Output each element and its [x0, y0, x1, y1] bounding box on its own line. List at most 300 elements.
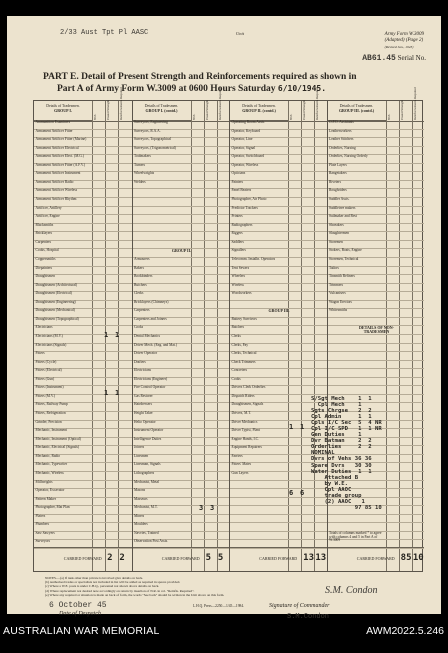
trade-label: Carpenters: [134, 308, 150, 313]
table-row: [133, 318, 230, 327]
trade-label: Orderlies, Nursing: [329, 145, 356, 150]
signature-caption: Signature of Commander: [269, 603, 330, 609]
trade-label: Armament Artificer Radio: [35, 179, 74, 184]
handwritten-count: 1: [115, 331, 120, 339]
trade-label: Navvies, Trained: [134, 530, 159, 535]
trade-label: Miners: [134, 513, 145, 518]
despatch-date: 6 October 45: [49, 601, 107, 610]
table-row: [133, 181, 230, 190]
trade-label: Tinsmith Refiners: [329, 274, 355, 279]
form-reference: [385, 32, 424, 50]
sub-column-header: Reinforcements Required: [217, 87, 222, 120]
table-row: [133, 284, 230, 293]
trade-label: Armament Artificer Instrument: [35, 171, 81, 176]
table-row: [133, 207, 230, 216]
trade-label: Mechanic, Typewriter: [35, 462, 68, 467]
table-row: [133, 232, 230, 241]
trade-label: Drivers Clerk Orderlies: [231, 385, 266, 390]
table-row: [133, 189, 230, 198]
trade-label: Leather Stitchers: [329, 137, 354, 142]
table-row: [230, 515, 327, 524]
sub-column-header: Reinforcements Required: [412, 87, 417, 120]
trade-label: Shoeakers: [329, 222, 344, 227]
trade-label: Roughriders: [329, 188, 347, 193]
trade-label: Rangetakers: [329, 171, 347, 176]
trade-label: Farriers: [231, 453, 243, 458]
posted-total: 5: [205, 553, 212, 563]
posted-total: 13: [303, 553, 314, 563]
trade-label: Bakers: [134, 265, 144, 270]
table-row: [230, 523, 327, 532]
table-row: [328, 326, 425, 335]
table-row: [328, 172, 425, 181]
note-line: (d) Where replacement not desired note accordingly on return by insertion of N.R. in col. "Reinfts. Required".: [45, 588, 195, 593]
trade-label: Operator, Signal: [231, 145, 256, 150]
non-tradesman-line: Cpl AAOC: [311, 486, 352, 493]
commander-name: S.M.Condon: [287, 613, 330, 621]
commander-signature: S.M. Condon: [325, 585, 378, 596]
sub-column-header: W.E.: [93, 113, 97, 120]
trade-label: Photographer, Mat Plan: [35, 505, 70, 510]
trade-label: Saddler Assts.: [329, 197, 350, 202]
trade-label: Saw Sawyers: [35, 530, 55, 535]
carried-forward-row: [34, 547, 132, 571]
serial-number-block: [362, 54, 426, 63]
trade-label: Sailmaker and Best: [329, 214, 357, 219]
trade-label: Stokers, Boats, Engine: [329, 248, 362, 253]
trade-label: Dispatch Riders: [231, 393, 255, 398]
handwritten-count: 3: [210, 504, 215, 512]
table-row: [230, 224, 327, 233]
trade-label: Carpenters and Joiners: [134, 316, 167, 321]
trade-label: Surveyors, Topographical: [134, 137, 172, 142]
carried-forward-label: CARRIED FORWARD: [161, 556, 200, 561]
table-row: [328, 309, 425, 318]
trade-label: Operator, Switchboard: [231, 154, 265, 159]
trade-label: Vulcanisers: [329, 291, 346, 296]
trade-label: Leatherworkers: [329, 128, 352, 133]
trade-label: Bookbinders: [134, 274, 153, 279]
non-tradesman-line: by W.E.: [311, 480, 349, 487]
trade-label: Armament Artificer Wireless: [35, 188, 78, 193]
sub-column-header: W.E.: [191, 113, 196, 120]
trade-label: Cooks: [231, 376, 241, 381]
non-tradesman-line: Attached B: [311, 474, 359, 481]
note-line: (e) Where any required or situation is made on back of form, the words "See back" should be written in the Unit above on this form.: [45, 592, 225, 597]
note-line: (c) Where a W.E. posts is under C.H.Q., personnel not shown above details on back.: [45, 584, 160, 589]
trade-label: Fitters (Cycle): [35, 359, 57, 364]
table-row: [230, 326, 327, 335]
column-group-label: GROUP I.: [54, 107, 72, 113]
trade-label: Radiographers: [231, 222, 253, 227]
trade-label: Telecomm. Installn. Operators: [231, 256, 276, 261]
trade-label: Artificer, Engine: [35, 214, 60, 219]
trade-label: Photographer, Air Photo: [231, 197, 267, 202]
trade-label: Clerks: [231, 334, 241, 338]
table-row: [133, 155, 230, 164]
reinforcement-total: 5: [217, 553, 224, 563]
trade-label: Toolmakers: [134, 154, 151, 159]
trade-label: Dental Mechanics: [134, 334, 161, 338]
trade-label: Operating Room Assts.: [231, 120, 265, 124]
non-tradesman-line: Spare Dvrs 30 30: [311, 462, 372, 469]
trade-label: Joiners: [134, 445, 145, 450]
carried-forward-row: [230, 547, 327, 571]
table-row: [133, 172, 230, 181]
trade-label: Fitters (M.V.): [35, 393, 56, 398]
handwritten-count: 6: [300, 489, 305, 497]
carried-forward-row: [328, 547, 425, 571]
non-tradesman-line: (2) AAOC 1: [311, 498, 365, 505]
trade-label: Mechanic, Wireless: [35, 470, 64, 475]
trade-label: Electricians (Signals): [35, 342, 67, 347]
trade-label: Electricians (Engineer): [134, 376, 168, 381]
trade-label: Drafters: [134, 359, 146, 364]
footer-accession-id: AWM2022.5.246: [366, 625, 444, 637]
note-line: (b) Authorised trades or specialists not included in list will be added as required in spaces provided.: [45, 580, 181, 585]
carried-forward-label: CARRIED FORWARD: [356, 556, 395, 561]
non-tradesman-line: trade group: [311, 492, 362, 499]
trade-label: Mechanic, Instrument: [35, 428, 68, 433]
handwritten-count: 1: [104, 389, 109, 397]
trade-label: DETAILS OF NON-TRADESMEN: [359, 325, 394, 335]
table-row: [328, 378, 425, 387]
trade-label: Clerks: [134, 291, 144, 296]
posted-total: 85: [400, 553, 412, 563]
sub-column-header: Reinforcements Required: [119, 87, 124, 120]
trade-label: Fitters' Mates: [231, 462, 252, 467]
table-row: [328, 369, 425, 378]
trade-label: Plumbers: [35, 522, 50, 527]
form-title: [43, 71, 413, 95]
non-tradesman-line: Orderlies 2 2: [311, 444, 372, 451]
table-row: [328, 352, 425, 361]
trade-label: Platers: [35, 513, 46, 518]
column-header: [133, 101, 191, 121]
trade-label: Armament Artificer Fitter: [35, 128, 73, 133]
sub-column-header: W.E.: [386, 113, 391, 120]
unit-name: 2/33 Aust Tpt Pl AASC: [60, 29, 149, 37]
trade-label: Masons: [134, 488, 146, 493]
handwritten-count: 1: [104, 331, 109, 339]
trade-label: Equipment Repairers: [231, 445, 262, 450]
sub-column-header: Posted Strength: [204, 99, 209, 120]
serial-number: AB61.45: [362, 54, 396, 63]
non-tradesman-line: Cpl Mech 1: [311, 402, 362, 409]
trade-label: Fitters (Gun): [35, 376, 55, 381]
trade-label: Armament Artificer Electrical: [35, 145, 79, 150]
column-header: [230, 101, 288, 121]
trade-label: Wheelers: [231, 274, 246, 279]
trade-label: Riveters: [329, 179, 341, 184]
trade-label: Height Taker: [134, 411, 153, 416]
sub-column-header: Posted Strength: [106, 99, 111, 120]
trade-label: Carpenters: [35, 239, 52, 244]
trade-label: Mechanist, M.T.: [134, 505, 158, 510]
non-tradesman-line: NOMINAL: [311, 450, 335, 457]
trade-label: Concreters: [231, 368, 248, 373]
non-tradesman-line: Cpl Admin 1 1: [311, 414, 372, 421]
trade-label: Fitters: [35, 351, 45, 356]
trade-label: Operator, Keyboard: [231, 128, 261, 133]
title-date: 6/10/1945.: [277, 84, 327, 93]
trade-label: Operator, Line: [231, 137, 253, 142]
trade-label: Cooks, Hospital: [35, 248, 59, 253]
trade-label: Intelligence Duties: [134, 436, 162, 441]
trade-label: Engine Hands, I.C.: [231, 436, 259, 441]
trade-label: Instrument Operator: [134, 428, 164, 433]
table-row: [230, 369, 327, 378]
trade-label: Electricians (M.V.): [35, 334, 63, 338]
trade-label: Fitters, Railway Pump: [35, 402, 68, 407]
non-tradesman-line: Cpls I/C Sec 5 4 NR: [311, 420, 382, 427]
trade-label: Battery Survivors: [231, 316, 257, 321]
table-row: [230, 292, 327, 301]
trade-label: Signallers: [231, 248, 246, 253]
trade-label: Wheelwrights: [134, 171, 155, 176]
trade-label: Mechanic, Instrument (Optical): [35, 436, 81, 441]
trade-label: Surveyors, Engineering: [134, 120, 168, 124]
trade-label: Grinder, Precision: [35, 419, 62, 424]
trade-label: Tailors: [329, 265, 339, 270]
trade-label: Surveyors: [35, 539, 51, 544]
trade-label: Draughtsmen (Mechanical): [35, 308, 75, 313]
trade-label: Printers: [231, 214, 243, 219]
trade-label: Storemen, Technical: [329, 256, 359, 261]
trade-label: Panel Beaters: [231, 188, 252, 193]
trade-label: Mechanic, Electrical (Signals): [35, 445, 80, 450]
trade-label: Predictor Trackers: [231, 205, 258, 210]
non-tradesman-line: S/Sgt Mech 1 1: [311, 396, 372, 402]
trade-label: Lithographers: [134, 470, 155, 475]
non-tradesman-line: Water Duties 1 1: [311, 468, 372, 475]
trade-label: Fitters (Electrical): [35, 368, 62, 373]
trade-label: Totals of columns marked * to agree with columns 4 and 5 in Part A of W.3009: [329, 530, 382, 543]
table-row: [133, 215, 230, 224]
handwritten-count: 3: [199, 504, 204, 512]
trade-label: Driver Typist, Plant: [231, 428, 260, 433]
table-row: [230, 318, 327, 327]
table-row: [34, 506, 132, 515]
trade-label: Operator, Wireless: [231, 162, 259, 167]
trade-label: Armament Artificer Rhythm: [35, 197, 77, 202]
column-header-title: Details of Tradesmen.: [339, 104, 374, 108]
non-tradesmen-entries: [311, 396, 382, 511]
trade-label: Draughtsmen (Electrical): [35, 291, 72, 296]
table-row: [34, 344, 132, 353]
trade-label: GROUP II.: [171, 248, 192, 254]
trade-label: Linesmen: [134, 453, 149, 458]
footer-institution: AUSTRALIAN WAR MEMORIAL: [3, 625, 160, 637]
trade-label: GROUP III.: [268, 308, 290, 314]
table-row: [133, 352, 230, 361]
carried-forward-row: [133, 547, 230, 571]
reinforcement-total: 10: [412, 553, 424, 563]
trade-label: Turners: [134, 162, 146, 167]
trade-label: Orderlies, Nursing Orderly: [329, 154, 368, 159]
sub-column-header: Posted Strength: [399, 99, 404, 120]
trade-label: Draughtsmen (Engineering): [35, 299, 76, 304]
trade-label: Wireless: [231, 282, 244, 287]
table-row: [133, 198, 230, 207]
table-row: [230, 232, 327, 241]
trade-label: Armament Artificer Fitter (A.F.V.): [35, 162, 86, 167]
table-row: [230, 532, 327, 541]
trade-label: Bricklayers (Chimneys): [134, 299, 169, 304]
table-column-group: [132, 87, 230, 571]
trade-label: Batchers: [231, 325, 245, 330]
trade-label: Draughtsmen (Topographical): [35, 316, 79, 321]
column-group-label: GROUP II. (contd.): [242, 107, 276, 113]
trade-label: Pattern Maker: [35, 496, 56, 501]
trade-label: Welders: [134, 179, 146, 184]
trade-label: Mechanist, Metal: [134, 479, 160, 484]
table-row: [328, 344, 425, 353]
posted-total: 2: [107, 553, 113, 563]
table-row: [328, 258, 425, 267]
trade-label: Butchers: [134, 282, 147, 287]
column-group-label: GROUP III. (contd.): [338, 107, 375, 113]
title-line-1: PART E. Detail of Present Strength and Reinforcements required as shown in: [43, 72, 357, 82]
trade-label: Fire Control Operator: [134, 385, 166, 390]
trade-label: Wagon Erectors: [329, 299, 352, 304]
non-tradesman-line: Dvr Batman 2 2: [311, 438, 372, 445]
trade-label: Clerks, Pay: [231, 342, 249, 347]
trade-label: Surveyors, R.A.A.: [134, 128, 161, 133]
trade-label: Armourers: [134, 256, 150, 261]
trade-label: Blacksmiths: [35, 222, 54, 227]
table-row: [230, 172, 327, 181]
trade-label: Check Trimmers: [231, 359, 256, 364]
non-tradesman-line: Gen Duties 1: [311, 432, 362, 439]
trade-label: Armament Artificer Elect. (M.G.): [35, 154, 84, 159]
trade-label: Bricklayers: [35, 231, 53, 236]
trade-label: Draughtsmen: [35, 274, 55, 279]
despatch-caption: Date of Despatch: [59, 611, 101, 617]
sub-column-header: W.E.: [289, 113, 293, 120]
non-tradesman-line: 97 85 10: [311, 504, 382, 511]
table-row: [230, 207, 327, 216]
handwritten-count: 1: [300, 423, 305, 431]
trade-label: Gas Restorer: [134, 393, 153, 398]
trade-label: Plate Layers: [329, 162, 347, 167]
trade-label: Fitters (Instrument): [35, 385, 64, 390]
trade-label: Draughtsmen (Architectural): [35, 282, 78, 287]
table-row: [133, 258, 230, 267]
carried-forward-label: CARRIED FORWARD: [63, 556, 102, 561]
form-sheet: [7, 16, 441, 621]
form-ref-line: (Adapted) (Page 2): [384, 38, 424, 43]
trade-label: Whitesmiths: [329, 308, 348, 313]
handwritten-count: 1: [115, 389, 120, 397]
unit-caption: Unit: [236, 31, 245, 36]
trade-label: Helio Operator: [134, 419, 156, 424]
trade-label: Painters: [231, 179, 244, 184]
trade-label: Storemen: [329, 239, 343, 244]
table-row: [328, 532, 425, 541]
table-row: [230, 275, 327, 284]
note-line: NOTES.—(a) If tank other than private is involved give details on back.: [45, 576, 144, 580]
trade-label: Operator, Excavator: [35, 488, 65, 493]
non-tradesman-line: Sgts Chrgse 2 2: [311, 408, 372, 415]
trade-label: Armament Artificer Fitter (Marine): [35, 137, 87, 142]
trade-label: Driver Mechanics: [231, 419, 258, 424]
table-row: [328, 335, 425, 344]
form-ref-line: (Revised Jan., 1943): [384, 45, 414, 49]
print-note: L.H.Q. Press—2250—1/45—1984.: [193, 604, 245, 608]
title-line-2: Part A of Army Form W.3009 at 0600 Hours Saturday: [57, 84, 276, 94]
column-header: [328, 101, 386, 121]
reinforcement-total: 2: [119, 553, 125, 563]
trade-label: Saddletree makers: [329, 205, 356, 210]
trade-label: Artificer, Artillery: [35, 205, 62, 210]
table-row: [328, 386, 425, 395]
trade-label: Driver Mech. (Eng. and Mat.): [134, 342, 178, 347]
carried-forward-label: CARRIED FORWARD: [259, 556, 298, 561]
column-header-title: Details of Tradesmen.: [242, 104, 276, 108]
handwritten-count: 1: [289, 423, 294, 431]
trade-label: Hairdressers: [134, 402, 152, 407]
table-row: [133, 438, 230, 447]
trade-label: Tent Sewers: [231, 265, 250, 270]
trade-label: Gun Layers: [231, 470, 249, 475]
sub-column-header: Reinforcements Required: [315, 87, 320, 120]
trade-label: Trimmers: [329, 282, 344, 287]
trade-label: Fitters, Refrigeration: [35, 411, 66, 416]
trade-label: Moulders: [134, 522, 148, 527]
trade-label: Coppersmiths: [35, 256, 56, 261]
trade-label: Opticians: [231, 171, 246, 176]
trade-label: Surveyors, (Trigonometrical): [134, 145, 176, 150]
trade-label: Linesman, Signals: [134, 462, 161, 467]
trade-label: Ammunition Examiners: [35, 120, 71, 124]
trade-label: Electricians: [35, 325, 53, 330]
trade-label: O.P.O. Assistants: [329, 120, 354, 124]
handwritten-count: 6: [289, 489, 294, 497]
trade-label: Saddlers: [231, 239, 244, 244]
trade-label: Observation Post Assts.: [134, 539, 169, 544]
trade-label: Diepainters: [35, 265, 53, 270]
form-ref-line: Army Form W.3009: [384, 32, 424, 37]
sub-column-header: Posted Strength: [302, 99, 307, 120]
column-header-title: Details of Tradesmen.: [46, 104, 80, 108]
column-header-title: Details of Tradesmen.: [144, 104, 179, 108]
trade-label: Millwrights: [35, 479, 53, 484]
column-header: [34, 101, 92, 121]
trade-label: Electricians: [134, 368, 151, 373]
reinforcement-total: 13: [315, 553, 327, 563]
trade-label: Clerks, Technical: [231, 351, 257, 356]
table-row: [133, 481, 230, 490]
trade-label: Riggers: [231, 231, 243, 236]
column-group-label: GROUP I. (contd.): [145, 107, 178, 113]
trade-label: Masseurs: [134, 496, 148, 501]
trade-label: Draughtsmen, Signals: [231, 402, 264, 407]
table-row: [133, 506, 230, 515]
trade-label: Woodworkers: [231, 291, 252, 296]
serial-caption: Serial No.: [397, 54, 426, 62]
trade-label: Slaughtermen: [329, 231, 349, 236]
trade-label: Driver Operator: [134, 351, 158, 356]
non-tradesman-line: Cpl I/C SPD 1 1 NR: [311, 426, 382, 433]
trade-label: Drivers, M.T.: [231, 411, 251, 416]
non-tradesman-line: Dvrs of Vehs 36 36: [311, 456, 372, 463]
table-row: [133, 224, 230, 233]
trade-label: Mechanic, Radio: [35, 453, 61, 458]
table-row: [328, 361, 425, 370]
trade-label: Cooks: [134, 325, 144, 330]
table-row: [328, 515, 425, 524]
